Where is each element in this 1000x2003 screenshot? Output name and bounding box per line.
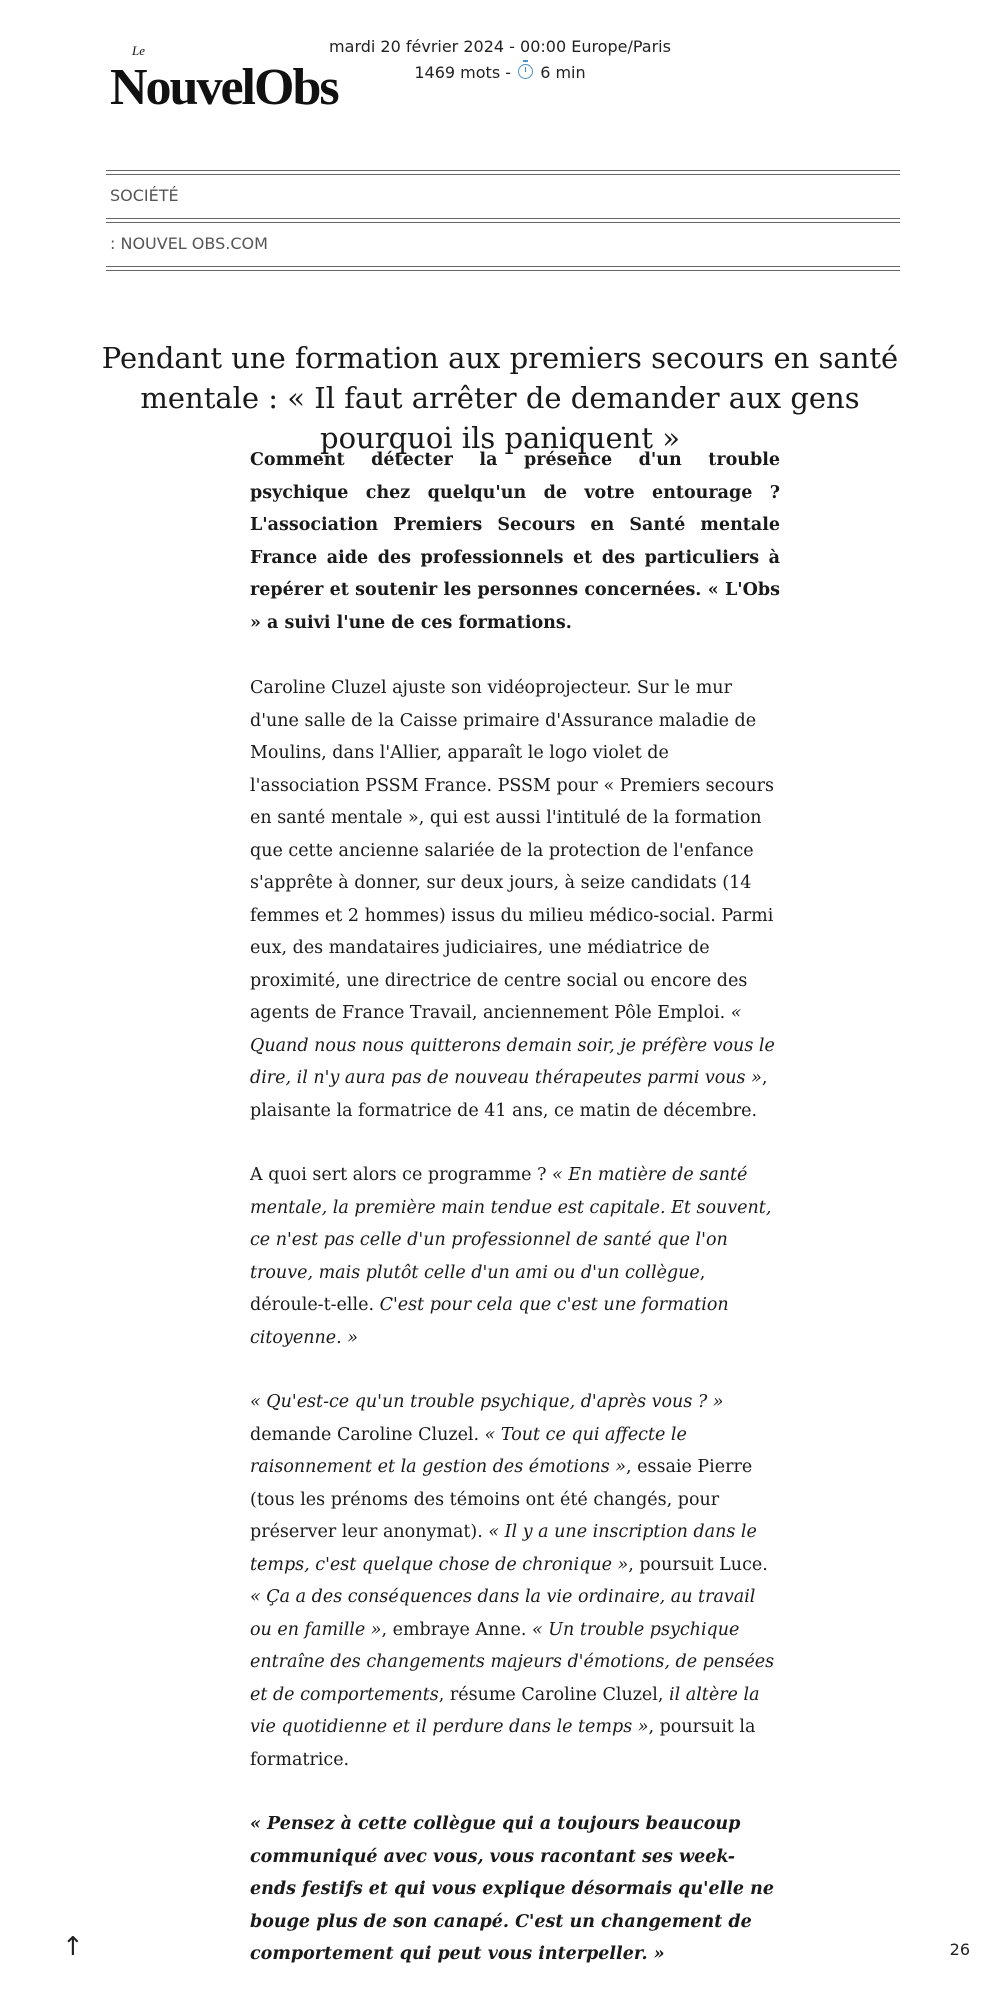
read-time: 6 min xyxy=(540,63,586,82)
divider-bottom xyxy=(106,266,900,271)
page-number: 26 xyxy=(949,1940,970,1959)
source-label: : NOUVEL OBS.COM xyxy=(110,234,268,253)
paragraph-1: Caroline Cluzel ajuste son vidéoprojecteur. Sur le mur d'une salle de la Caisse primaire d'Assurance maladie de Moulins, dans l'Allier, apparaît le logo violet de l'association PSSM France. PSSM pour « Premiers secours en santé mentale », qui est aussi l'intitulé de la formation que cette ancienne salariée de la protection de l'enfance s'apprête à donner, sur deux jours, à seize candidats (14 femmes et 2 hommes) issus du milieu médico-social. Parmi eux, des mandataires judiciaires, une médiatrice de proximité, une directrice de centre social ou encore des agents de France Travail, anciennement Pôle Emploi. « Quand nous nous quitterons demain soir, je préfère vous le dire, il n'y aura pas de nouveau thérapeutes parmi vous », plaisante la formatrice de 41 ans, ce matin de décembre. xyxy=(250,678,775,1121)
article-date: mardi 20 février 2024 - 00:00 Europe/Paris xyxy=(329,37,671,56)
paragraph-3: « Qu'est-ce qu'un trouble psychique, d'après vous ? » demande Caroline Cluzel. « Tout ce qui affecte le raisonnement et la gestion des émotions », essaie Pierre (tous les prénoms des témoins ont été changés, pour préserver leur anonymat). « Il y a une inscription dans le temps, c'est quelque chose de chronique », poursuit Luce. « Ça a des conséquences dans la vie ordinaire, au travail ou en famille », embraye Anne. « Un trouble psychique entraîne des changements majeurs d'émotions, de pensées et de comportements, résume Caroline Cluzel, il altère la vie quotidienne et il perdure dans le temps », poursuit la formatrice. xyxy=(250,1392,775,1770)
word-count: 1469 mots - xyxy=(414,63,512,82)
paragraph-2: A quoi sert alors ce programme ? « En matière de santé mentale, la première main tendue est capitale. Et souvent, ce n'est pas celle d'un professionnel de santé que l'on trouve, mais plutôt celle d'un ami ou d'un collègue, déroule-t-elle. C'est pour cela que c'est une formation citoyenne. » xyxy=(250,1165,772,1348)
scroll-up-arrow-icon[interactable]: ↑ xyxy=(62,1932,84,1962)
article-wordcount xyxy=(300,63,700,82)
paragraph-4-quote: « Pensez à cette collègue qui a toujours beaucoup communiqué avec vous, vous racontant ses week-ends festifs et qui vous explique désormais qu'elle ne bouge plus de son canapé. C'est un changement de comportement qui peut vous interpeller. » xyxy=(250,1814,774,1964)
article-title: Pendant une formation aux premiers secours en santé mentale : « Il faut arrêter de demander aux gens pourquoi ils paniquent » xyxy=(101,341,899,455)
rubric-label: SOCIÉTÉ xyxy=(110,186,179,205)
divider-middle xyxy=(106,218,900,223)
logo-text: NouvelObs xyxy=(110,59,338,116)
logo-le: Le xyxy=(132,43,145,58)
article-lead: Comment détecter la présence d'un trouble psychique chez quelqu'un de votre entourage ? L'association Premiers Secours en Santé mentale France aide des professionnels et des particuliers à repérer et soutenir les personnes concernées. « L'Obs » a suivi l'une de ces formations. xyxy=(250,450,780,633)
clock-icon xyxy=(518,64,533,79)
divider-top xyxy=(106,170,900,175)
article-body xyxy=(250,672,780,2003)
